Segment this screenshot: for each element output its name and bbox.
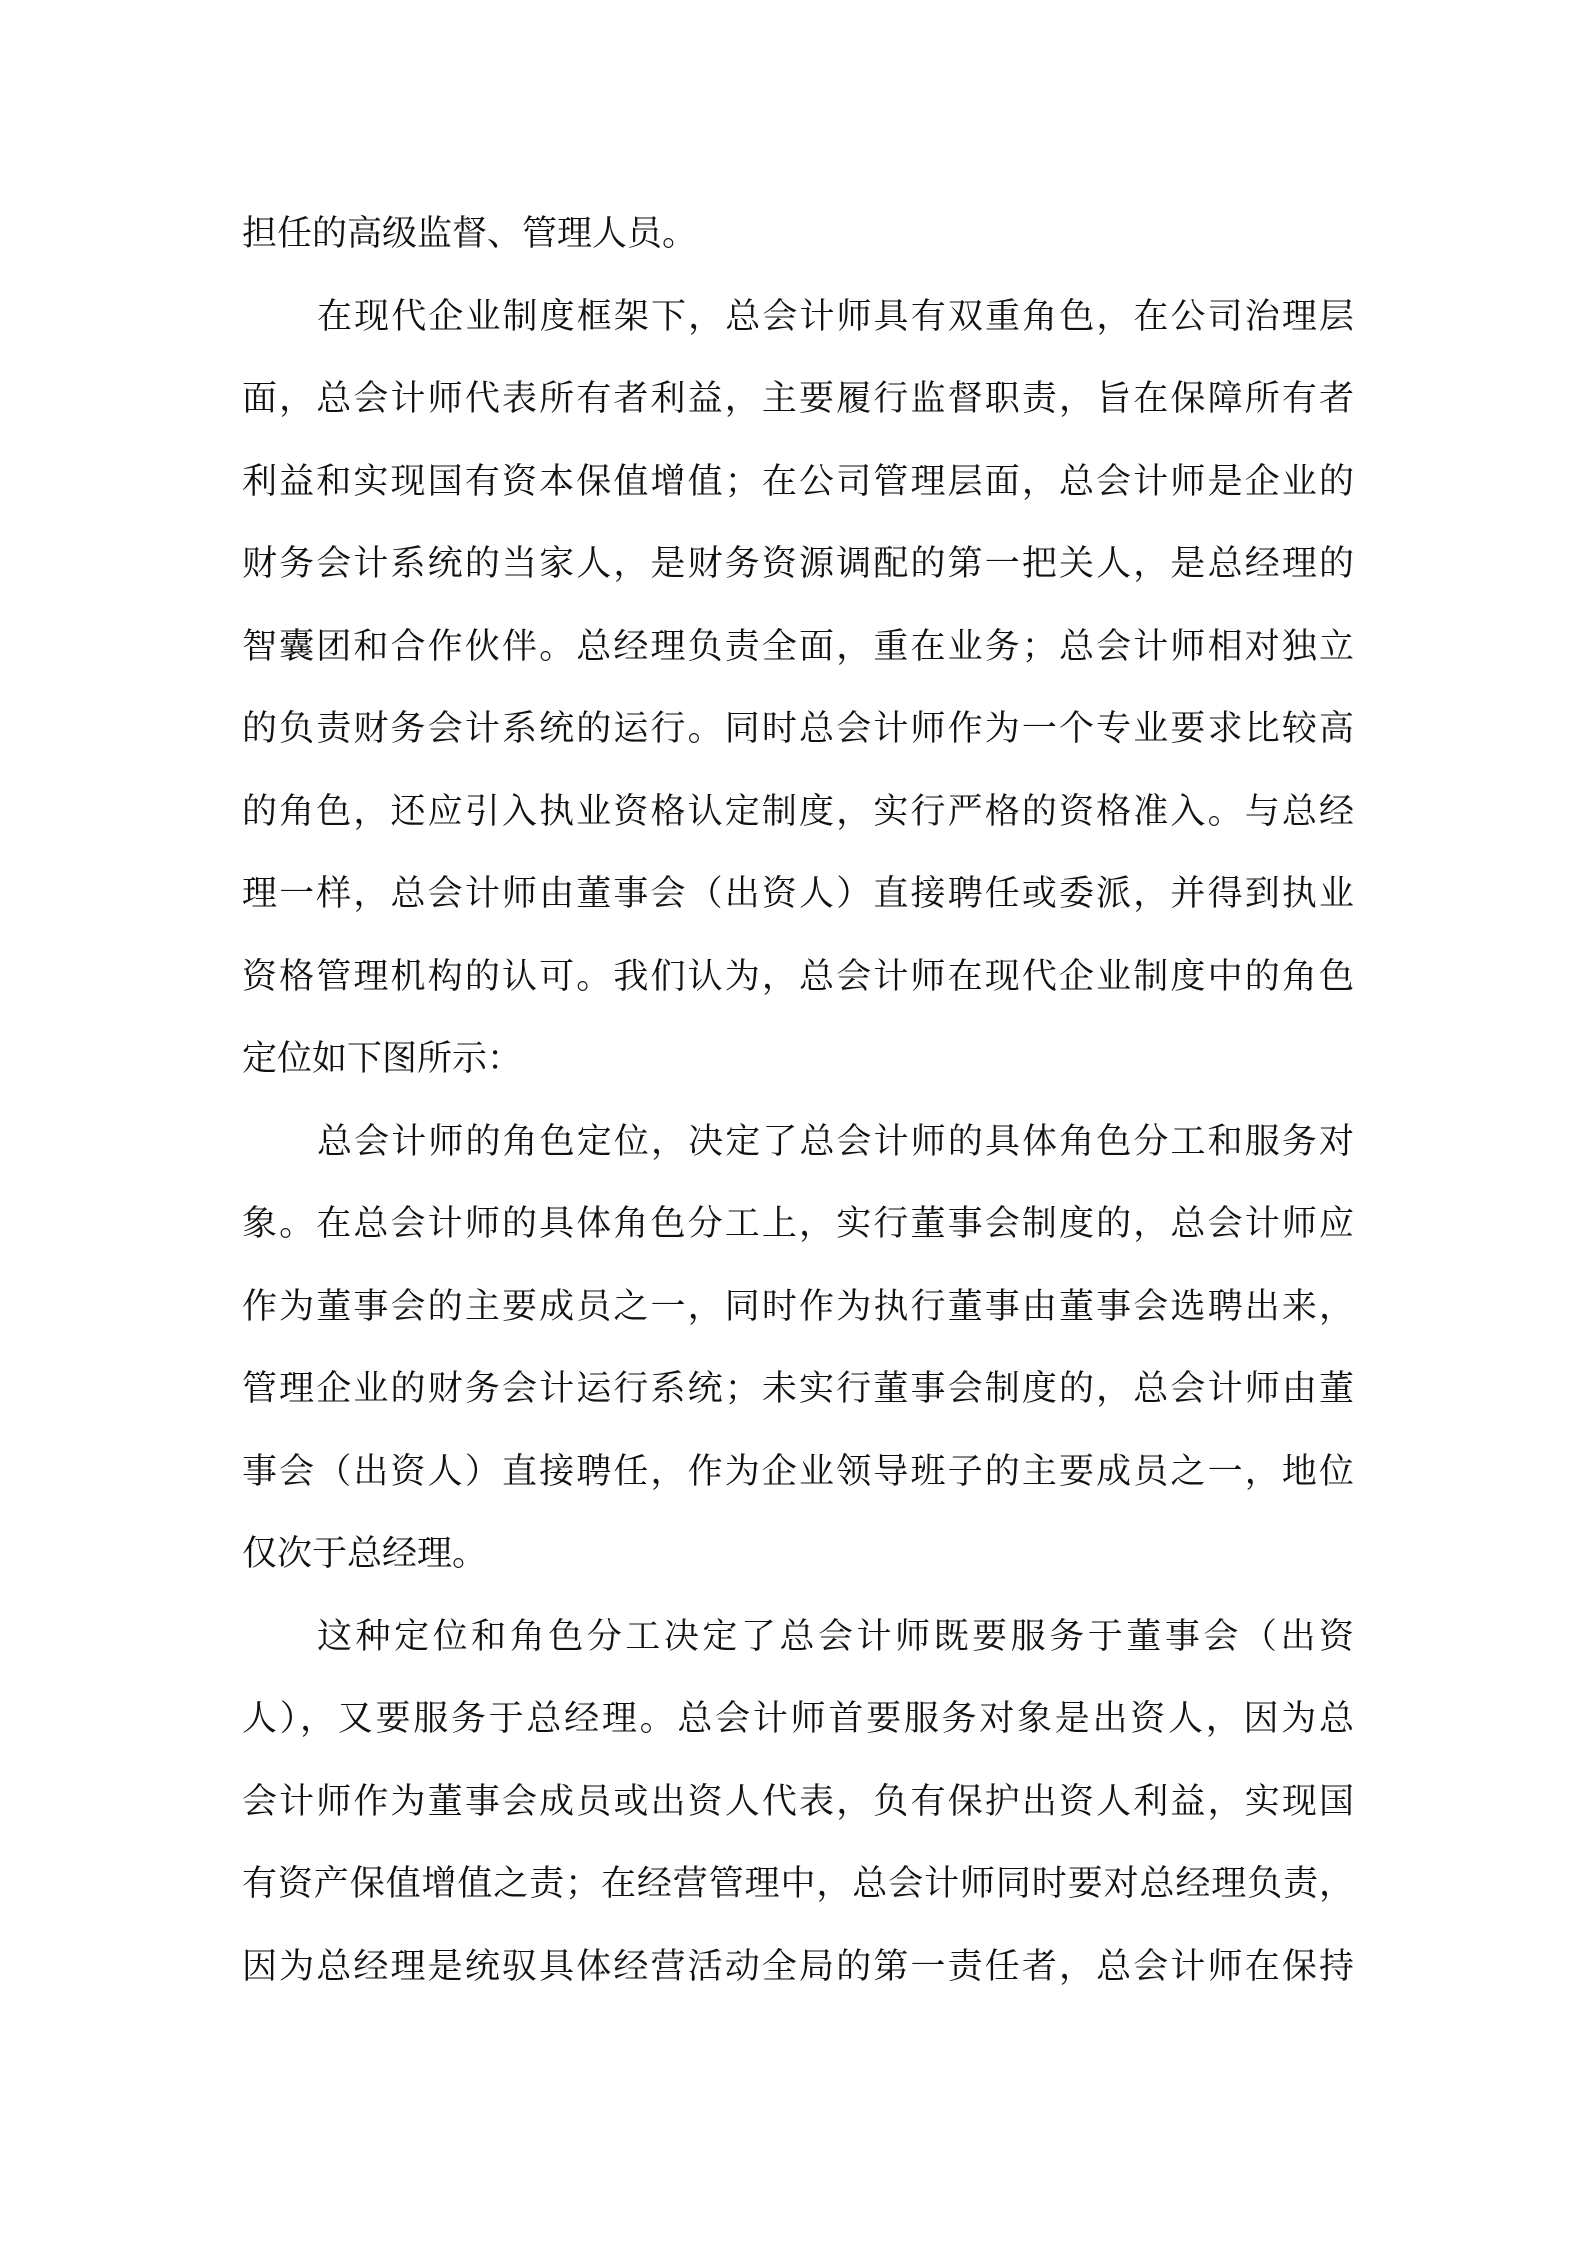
text-line: 有资产保值增值之责；在经营管理中，总会计师同时要对总经理负责， xyxy=(242,1864,1354,1904)
text-line: 人），又要服务于总经理。总会计师首要服务对象是出资人，因为总 xyxy=(242,1699,1354,1739)
text-line: 总会计师的角色定位，决定了总会计师的具体角色分工和服务对 xyxy=(317,1121,1354,1162)
text-line: 象。在总会计师的具体角色分工上，实行董事会制度的，总会计师应 xyxy=(242,1204,1354,1244)
text-line: 会计师作为董事会成员或出资人代表，负有保护出资人利益，实现国 xyxy=(242,1781,1354,1822)
text-line: 作为董事会的主要成员之一，同时作为执行董事由董事会选聘出来， xyxy=(242,1286,1354,1327)
text-line: 担任的高级监督、管理人员。 xyxy=(242,214,698,254)
text-line: 智囊团和合作伙伴。总经理负责全面，重在业务；总会计师相对独立 xyxy=(242,626,1354,667)
paragraph-role-division xyxy=(242,1101,1354,1596)
text-line: 管理企业的财务会计运行系统；未实行董事会制度的，总会计师由董 xyxy=(242,1369,1354,1409)
text-line: 这种定位和角色分工决定了总会计师既要服务于董事会（出资 xyxy=(317,1616,1354,1657)
paragraph-continuation xyxy=(242,193,1354,276)
text-line: 因为总经理是统驭具体经营活动全局的第一责任者，总会计师在保持 xyxy=(242,1946,1354,1987)
text-line: 仅次于总经理。 xyxy=(242,1534,488,1574)
text-line: 的负责财务会计系统的运行。同时总会计师作为一个专业要求比较高 xyxy=(242,709,1354,749)
text-line: 的角色，还应引入执业资格认定制度，实行严格的资格准入。与总经 xyxy=(242,791,1354,832)
text-line: 在现代企业制度框架下，总会计师具有双重角色，在公司治理层 xyxy=(317,296,1354,337)
paragraph-service-targets xyxy=(242,1596,1354,2009)
body-text xyxy=(242,193,1354,2008)
paragraph-dual-role xyxy=(242,276,1354,1101)
text-line: 事会（出资人）直接聘任，作为企业领导班子的主要成员之一，地位 xyxy=(242,1451,1354,1492)
text-line: 面，总会计师代表所有者利益，主要履行监督职责，旨在保障所有者 xyxy=(242,379,1354,419)
text-line: 定位如下图所示： xyxy=(242,1039,523,1079)
text-line: 利益和实现国有资本保值增值；在公司管理层面，总会计师是企业的 xyxy=(242,461,1354,502)
text-line: 资格管理机构的认可。我们认为，总会计师在现代企业制度中的角色 xyxy=(242,956,1354,997)
text-line: 理一样，总会计师由董事会（出资人）直接聘任或委派，并得到执业 xyxy=(242,874,1354,914)
text-line: 财务会计系统的当家人，是财务资源调配的第一把关人，是总经理的 xyxy=(242,544,1354,584)
